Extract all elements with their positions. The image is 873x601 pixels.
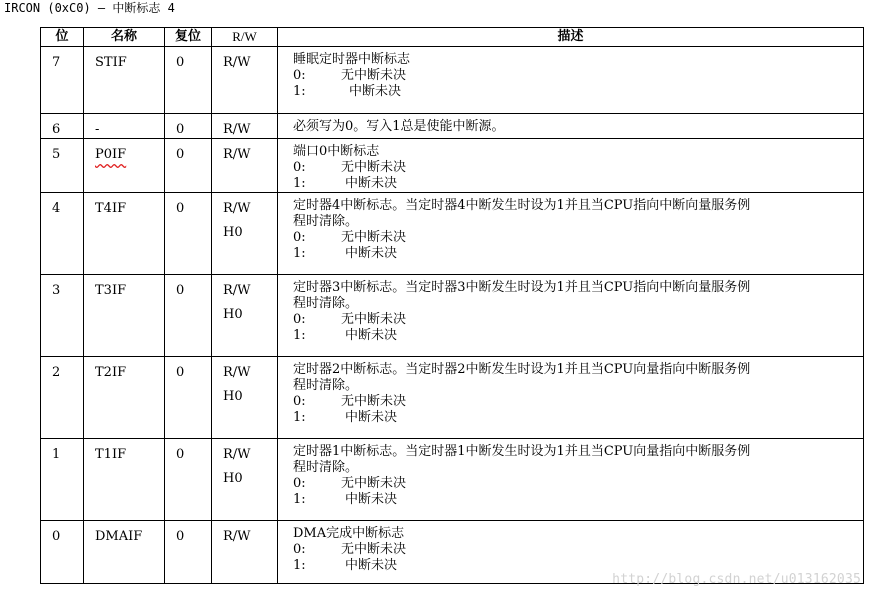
option-text: 中断未决 bbox=[345, 328, 398, 343]
bit-value: 6 bbox=[52, 122, 61, 137]
watermark: http://blog.csdn.net/u013162035 bbox=[612, 572, 861, 587]
option-line bbox=[293, 328, 863, 344]
bit-cell bbox=[41, 521, 84, 584]
reset-value: 0 bbox=[176, 122, 185, 137]
reset-cell bbox=[165, 47, 212, 114]
option-text: 中断未决 bbox=[345, 558, 398, 573]
option-text: 无中断未决 bbox=[341, 230, 407, 245]
description-line: 定时器3中断标志。当定时器3中断发生时设为1并且当CPU指向中断向量服务例 bbox=[293, 280, 751, 295]
name-value: T3IF bbox=[95, 283, 127, 298]
reset-cell bbox=[165, 193, 212, 275]
bit-cell bbox=[41, 357, 84, 439]
option-text: 中断未决 bbox=[349, 84, 402, 99]
rw-cell bbox=[212, 275, 278, 357]
name-value: P0IF bbox=[95, 147, 127, 162]
rw-cell bbox=[212, 47, 278, 114]
table-row bbox=[41, 357, 864, 439]
option-key: 1: bbox=[293, 410, 306, 425]
reset-value: 0 bbox=[176, 147, 185, 162]
option-line bbox=[293, 394, 863, 410]
description-line: 定时器1中断标志。当定时器1中断发生时设为1并且当CPU向量指向中断服务例 bbox=[293, 444, 751, 459]
rw-extra-value: H0 bbox=[223, 389, 243, 404]
name-value: - bbox=[95, 122, 100, 137]
bit-cell bbox=[41, 139, 84, 193]
description-line: 定时器4中断标志。当定时器4中断发生时设为1并且当CPU指向中断向量服务例 bbox=[293, 198, 751, 213]
header-rw: R/W bbox=[212, 28, 278, 47]
document-title: IRCON (0xC0) – 中断标志 4 bbox=[4, 1, 175, 15]
bit-value: 0 bbox=[52, 529, 61, 544]
table-header-row bbox=[41, 28, 864, 47]
table-row bbox=[41, 439, 864, 521]
name-cell bbox=[84, 139, 165, 193]
option-line bbox=[293, 492, 863, 508]
option-key: 1: bbox=[293, 492, 306, 507]
option-key: 0: bbox=[293, 68, 306, 83]
description-line: 程时清除。 bbox=[293, 214, 359, 229]
table-row bbox=[41, 47, 864, 114]
bit-value: 2 bbox=[52, 365, 61, 380]
description-cell bbox=[278, 139, 864, 193]
description-line: 程时清除。 bbox=[293, 296, 359, 311]
register-table bbox=[40, 27, 864, 584]
description-line: DMA完成中断标志 bbox=[293, 526, 405, 541]
option-line bbox=[293, 542, 863, 558]
description-line: 程时清除。 bbox=[293, 378, 359, 393]
rw-cell bbox=[212, 139, 278, 193]
option-line bbox=[293, 246, 863, 262]
option-key: 1: bbox=[293, 176, 306, 191]
name-value: T4IF bbox=[95, 201, 127, 216]
rw-cell bbox=[212, 439, 278, 521]
bit-value: 7 bbox=[52, 55, 61, 70]
description-line: 必须写为0。写入1总是使能中断源。 bbox=[293, 119, 505, 134]
rw-value: R/W bbox=[223, 529, 251, 544]
name-cell bbox=[84, 521, 165, 584]
header-description: 描述 bbox=[278, 28, 864, 47]
rw-value: R/W bbox=[223, 122, 251, 137]
name-value: STIF bbox=[95, 55, 127, 70]
bit-value: 4 bbox=[52, 201, 61, 216]
description-cell bbox=[278, 275, 864, 357]
name-cell bbox=[84, 47, 165, 114]
option-text: 中断未决 bbox=[345, 176, 398, 191]
rw-value: R/W bbox=[223, 55, 251, 70]
name-cell bbox=[84, 114, 165, 139]
option-key: 1: bbox=[293, 246, 306, 261]
reset-value: 0 bbox=[176, 447, 185, 462]
option-key: 0: bbox=[293, 394, 306, 409]
option-key: 0: bbox=[293, 312, 306, 327]
rw-value: R/W bbox=[223, 447, 251, 462]
option-key: 1: bbox=[293, 558, 306, 573]
name-cell bbox=[84, 193, 165, 275]
name-value: T2IF bbox=[95, 365, 127, 380]
option-line bbox=[293, 160, 863, 176]
bit-value: 1 bbox=[52, 447, 61, 462]
description-cell bbox=[278, 357, 864, 439]
rw-value: R/W bbox=[223, 201, 251, 216]
option-key: 0: bbox=[293, 542, 306, 557]
rw-value: R/W bbox=[223, 283, 251, 298]
option-line bbox=[293, 410, 863, 426]
bit-cell bbox=[41, 47, 84, 114]
bit-value: 5 bbox=[52, 147, 61, 162]
option-text: 无中断未决 bbox=[341, 160, 407, 175]
table-body bbox=[41, 47, 864, 584]
name-cell bbox=[84, 357, 165, 439]
option-text: 无中断未决 bbox=[341, 394, 407, 409]
reset-cell bbox=[165, 521, 212, 584]
header-bit: 位 bbox=[41, 28, 84, 47]
option-text: 中断未决 bbox=[345, 410, 398, 425]
bit-cell bbox=[41, 114, 84, 139]
bit-cell bbox=[41, 439, 84, 521]
table-row bbox=[41, 139, 864, 193]
reset-value: 0 bbox=[176, 55, 185, 70]
name-cell bbox=[84, 275, 165, 357]
option-text: 中断未决 bbox=[345, 492, 398, 507]
header-reset: 复位 bbox=[165, 28, 212, 47]
rw-cell bbox=[212, 114, 278, 139]
reset-value: 0 bbox=[176, 283, 185, 298]
description-line: 定时器2中断标志。当定时器2中断发生时设为1并且当CPU向量指向中断服务例 bbox=[293, 362, 751, 377]
option-text: 中断未决 bbox=[345, 246, 398, 261]
bit-value: 3 bbox=[52, 283, 61, 298]
reset-cell bbox=[165, 114, 212, 139]
rw-extra-value: H0 bbox=[223, 307, 243, 322]
reset-value: 0 bbox=[176, 365, 185, 380]
bit-cell bbox=[41, 275, 84, 357]
option-text: 无中断未决 bbox=[341, 476, 407, 491]
table-row bbox=[41, 193, 864, 275]
reset-value: 0 bbox=[176, 201, 185, 216]
reset-cell bbox=[165, 275, 212, 357]
rw-cell bbox=[212, 193, 278, 275]
reset-value: 0 bbox=[176, 529, 185, 544]
header-name: 名称 bbox=[84, 28, 165, 47]
option-key: 1: bbox=[293, 328, 306, 343]
name-value: T1IF bbox=[95, 447, 127, 462]
reset-cell bbox=[165, 439, 212, 521]
bit-cell bbox=[41, 193, 84, 275]
option-key: 1: bbox=[293, 84, 306, 99]
option-line bbox=[293, 84, 863, 100]
rw-extra-value: H0 bbox=[223, 225, 243, 240]
option-key: 0: bbox=[293, 476, 306, 491]
description-cell bbox=[278, 114, 864, 139]
option-line bbox=[293, 176, 863, 192]
description-cell bbox=[278, 193, 864, 275]
description-cell bbox=[278, 439, 864, 521]
description-line: 睡眠定时器中断标志 bbox=[293, 52, 411, 67]
option-text: 无中断未决 bbox=[341, 312, 407, 327]
option-line bbox=[293, 476, 863, 492]
option-text: 无中断未决 bbox=[341, 542, 407, 557]
name-value: DMAIF bbox=[95, 529, 143, 544]
reset-cell bbox=[165, 139, 212, 193]
option-key: 0: bbox=[293, 230, 306, 245]
table-row bbox=[41, 114, 864, 139]
description-line: 端口0中断标志 bbox=[293, 144, 380, 159]
rw-cell bbox=[212, 521, 278, 584]
option-line bbox=[293, 230, 863, 246]
description-line: 程时清除。 bbox=[293, 460, 359, 475]
rw-value: R/W bbox=[223, 147, 251, 162]
option-line bbox=[293, 312, 863, 328]
description-cell bbox=[278, 47, 864, 114]
name-cell bbox=[84, 439, 165, 521]
option-line bbox=[293, 68, 863, 84]
table-row bbox=[41, 275, 864, 357]
rw-value: R/W bbox=[223, 365, 251, 380]
option-key: 0: bbox=[293, 160, 306, 175]
option-text: 无中断未决 bbox=[341, 68, 407, 83]
reset-cell bbox=[165, 357, 212, 439]
rw-extra-value: H0 bbox=[223, 471, 243, 486]
rw-cell bbox=[212, 357, 278, 439]
